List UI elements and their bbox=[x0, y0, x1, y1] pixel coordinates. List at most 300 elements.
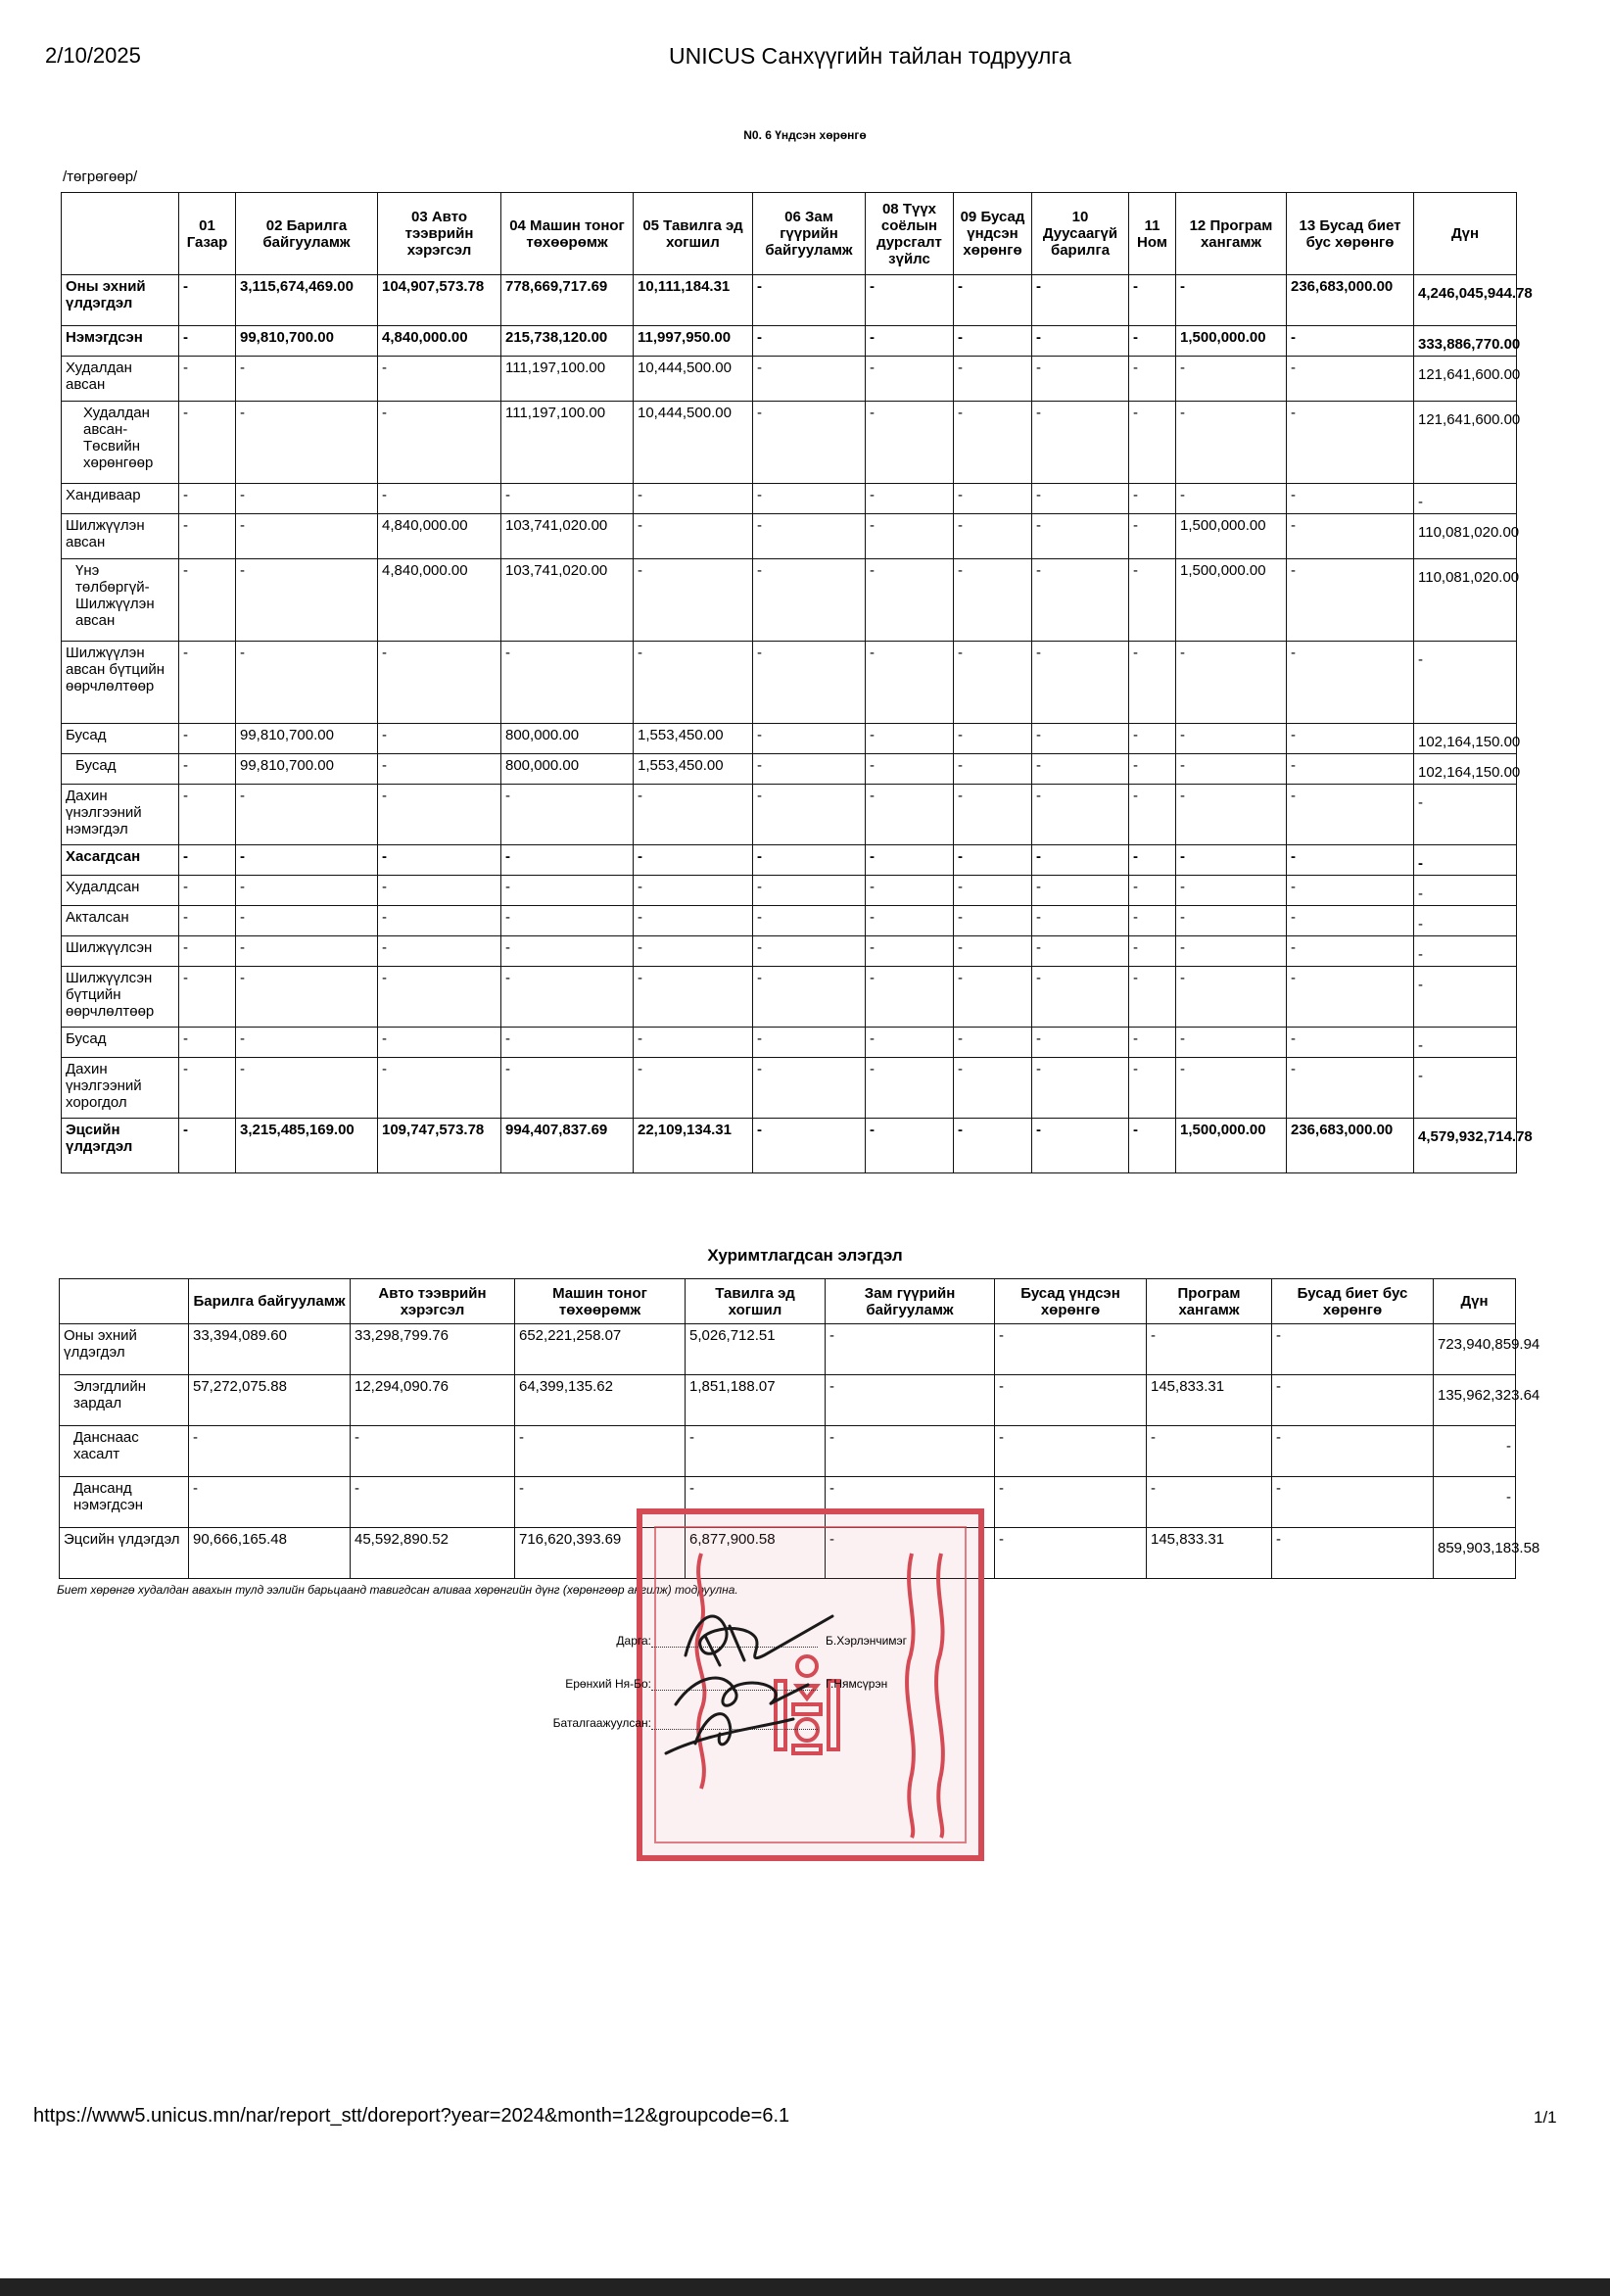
table-cell: - bbox=[1032, 724, 1129, 754]
row-label: Дахин үнэлгээний нэмэгдэл bbox=[62, 785, 179, 845]
table-cell: - bbox=[501, 1028, 634, 1058]
table-cell: - bbox=[1176, 724, 1287, 754]
table-cell: - bbox=[515, 1426, 686, 1477]
table-cell: - bbox=[826, 1477, 995, 1528]
table-cell: - bbox=[753, 357, 866, 402]
table-cell: 4,579,932,714.78 bbox=[1414, 1119, 1517, 1173]
report-date: 2/10/2025 bbox=[45, 43, 141, 68]
table-cell: - bbox=[866, 484, 954, 514]
table-cell: - bbox=[866, 876, 954, 906]
table-cell: - bbox=[686, 1426, 826, 1477]
table-cell: 778,669,717.69 bbox=[501, 275, 634, 326]
table-cell: - bbox=[189, 1426, 351, 1477]
table-cell: 135,962,323.64 bbox=[1434, 1375, 1516, 1426]
table-cell: - bbox=[954, 876, 1032, 906]
footer-url[interactable]: https://www5.unicus.mn/nar/report_stt/doreport?year=2024&month=12&groupcode=6.1 bbox=[33, 2105, 790, 2127]
table-cell: - bbox=[1032, 326, 1129, 357]
table-cell: - bbox=[351, 1426, 515, 1477]
table-cell: - bbox=[866, 275, 954, 326]
table-cell: - bbox=[179, 906, 236, 936]
row-label: Оны эхний үлдэгдэл bbox=[62, 275, 179, 326]
signature-role: Ерөнхий Ня-Бо: bbox=[565, 1677, 651, 1691]
row-label: Бусад bbox=[62, 754, 179, 785]
row-label: Хандиваар bbox=[62, 484, 179, 514]
table-cell: - bbox=[1129, 514, 1176, 559]
table-cell: 1,553,450.00 bbox=[634, 724, 753, 754]
table-cell: - bbox=[753, 514, 866, 559]
table-cell: - bbox=[179, 326, 236, 357]
table-cell: 33,298,799.76 bbox=[351, 1324, 515, 1375]
column-header: 11 Ном bbox=[1129, 193, 1176, 275]
table-cell: - bbox=[378, 876, 501, 906]
table-cell: - bbox=[378, 785, 501, 845]
table-cell: 994,407,837.69 bbox=[501, 1119, 634, 1173]
column-header: Бусад биет бус хөрөнгө bbox=[1272, 1279, 1434, 1324]
table-cell: - bbox=[954, 514, 1032, 559]
table-cell: - bbox=[378, 1058, 501, 1119]
fixed-assets-table bbox=[61, 192, 1533, 1173]
table-cell: - bbox=[1129, 967, 1176, 1028]
table-cell: 145,833.31 bbox=[1147, 1528, 1272, 1579]
table-cell: - bbox=[826, 1528, 995, 1579]
signature-role: Баталгаажуулсан: bbox=[552, 1716, 651, 1730]
table-cell: - bbox=[1129, 845, 1176, 876]
table-cell: - bbox=[753, 906, 866, 936]
table-cell: - bbox=[1147, 1426, 1272, 1477]
table-cell: 4,840,000.00 bbox=[378, 326, 501, 357]
table-cell: 90,666,165.48 bbox=[189, 1528, 351, 1579]
table-cell: - bbox=[179, 357, 236, 402]
table-cell: - bbox=[753, 559, 866, 642]
table-cell: 121,641,600.00 bbox=[1414, 402, 1517, 484]
table-cell: 121,641,600.00 bbox=[1414, 357, 1517, 402]
table-cell: - bbox=[1287, 724, 1414, 754]
table-cell: - bbox=[179, 785, 236, 845]
table-cell: - bbox=[236, 967, 378, 1028]
table-cell: - bbox=[1032, 754, 1129, 785]
table-cell: - bbox=[866, 785, 954, 845]
table-cell: - bbox=[866, 724, 954, 754]
column-header: Бусад үндсэн хөрөнгө bbox=[995, 1279, 1147, 1324]
table-cell: - bbox=[1129, 754, 1176, 785]
table-cell: - bbox=[1032, 275, 1129, 326]
table-cell: - bbox=[1176, 906, 1287, 936]
table-row bbox=[60, 1426, 1516, 1477]
table-cell: - bbox=[634, 559, 753, 642]
table-cell: - bbox=[954, 724, 1032, 754]
table-cell: 215,738,120.00 bbox=[501, 326, 634, 357]
table-cell: - bbox=[866, 514, 954, 559]
table-cell: - bbox=[236, 876, 378, 906]
table-cell: - bbox=[501, 1058, 634, 1119]
column-header: 01 Газар bbox=[179, 193, 236, 275]
table-cell: - bbox=[866, 326, 954, 357]
table-cell: - bbox=[1414, 967, 1517, 1028]
column-header: 08 Түүх соёлын дурсгалт зүйлс bbox=[866, 193, 954, 275]
table-cell: - bbox=[866, 845, 954, 876]
table-cell: 800,000.00 bbox=[501, 754, 634, 785]
table-cell: - bbox=[634, 845, 753, 876]
table-cell: - bbox=[1272, 1324, 1434, 1375]
table-cell: - bbox=[1414, 484, 1517, 514]
table-cell: 10,444,500.00 bbox=[634, 402, 753, 484]
table-cell: - bbox=[753, 642, 866, 724]
table-cell: - bbox=[378, 642, 501, 724]
table-cell: - bbox=[1287, 936, 1414, 967]
table-cell: 333,886,770.00 bbox=[1414, 326, 1517, 357]
table-cell: - bbox=[1287, 754, 1414, 785]
table-row bbox=[62, 275, 1517, 326]
table-cell: - bbox=[954, 357, 1032, 402]
row-label: Хасагдсан bbox=[62, 845, 179, 876]
table-cell: - bbox=[378, 484, 501, 514]
table-cell: - bbox=[1129, 484, 1176, 514]
table-cell: - bbox=[179, 724, 236, 754]
table-cell: 236,683,000.00 bbox=[1287, 275, 1414, 326]
table-row bbox=[60, 1324, 1516, 1375]
table-cell: - bbox=[1176, 754, 1287, 785]
table-cell: - bbox=[1287, 326, 1414, 357]
table-cell: - bbox=[1032, 906, 1129, 936]
table-cell: 1,851,188.07 bbox=[686, 1375, 826, 1426]
table-cell: - bbox=[1032, 514, 1129, 559]
table-cell: - bbox=[501, 906, 634, 936]
table-cell: - bbox=[954, 754, 1032, 785]
table-cell: - bbox=[179, 402, 236, 484]
table-cell: - bbox=[236, 785, 378, 845]
table-cell: - bbox=[179, 514, 236, 559]
table-cell: - bbox=[753, 402, 866, 484]
column-header: Барилга байгууламж bbox=[189, 1279, 351, 1324]
table-cell: - bbox=[179, 1028, 236, 1058]
table-cell: - bbox=[1129, 1028, 1176, 1058]
table-cell: - bbox=[954, 484, 1032, 514]
signature-name: Б.Хэрлэнчимэг bbox=[826, 1634, 908, 1648]
table-row bbox=[62, 845, 1517, 876]
table-cell: - bbox=[753, 1119, 866, 1173]
table-cell: 111,197,100.00 bbox=[501, 357, 634, 402]
row-label: Бусад bbox=[62, 1028, 179, 1058]
table-cell: - bbox=[954, 967, 1032, 1028]
table-cell: - bbox=[634, 967, 753, 1028]
table-cell: - bbox=[501, 845, 634, 876]
table-cell: 4,840,000.00 bbox=[378, 514, 501, 559]
table-cell: - bbox=[866, 1119, 954, 1173]
row-label: Эцсийн үлдэгдэл bbox=[62, 1119, 179, 1173]
table-cell: - bbox=[1032, 1028, 1129, 1058]
table-cell: - bbox=[501, 642, 634, 724]
table-cell: - bbox=[1129, 785, 1176, 845]
table-cell: - bbox=[1414, 1028, 1517, 1058]
table-cell: - bbox=[179, 1058, 236, 1119]
table-cell: - bbox=[1129, 1058, 1176, 1119]
table-cell: 102,164,150.00 bbox=[1414, 724, 1517, 754]
table-row bbox=[62, 402, 1517, 484]
signature-role: Дарга: bbox=[616, 1634, 651, 1648]
table-row bbox=[62, 906, 1517, 936]
column-header: Машин тоног төхөөрөмж bbox=[515, 1279, 686, 1324]
column-header: 12 Програм хангамж bbox=[1176, 193, 1287, 275]
table-cell: 111,197,100.00 bbox=[501, 402, 634, 484]
table-cell: 109,747,573.78 bbox=[378, 1119, 501, 1173]
column-header: 04 Машин тоног төхөөрөмж bbox=[501, 193, 634, 275]
table-cell: - bbox=[1287, 876, 1414, 906]
page-number: 1/1 bbox=[1534, 2108, 1557, 2127]
table-cell: - bbox=[1414, 642, 1517, 724]
table-cell: - bbox=[1287, 1028, 1414, 1058]
table-cell: - bbox=[1287, 484, 1414, 514]
table-cell: - bbox=[1287, 906, 1414, 936]
table-cell: - bbox=[995, 1477, 1147, 1528]
table-cell: - bbox=[1176, 402, 1287, 484]
table-row bbox=[62, 642, 1517, 724]
table-cell: - bbox=[634, 1058, 753, 1119]
table-cell: - bbox=[866, 967, 954, 1028]
table-cell: 1,500,000.00 bbox=[1176, 514, 1287, 559]
table-cell: - bbox=[1287, 967, 1414, 1028]
table-cell: - bbox=[866, 357, 954, 402]
table-row bbox=[62, 1119, 1517, 1173]
table-cell: - bbox=[954, 275, 1032, 326]
table-cell: - bbox=[1032, 642, 1129, 724]
table-cell: - bbox=[753, 967, 866, 1028]
row-label: Үнэ төлбөргүй-Шилжүүлэн авсан bbox=[62, 559, 179, 642]
table-cell: 3,215,485,169.00 bbox=[236, 1119, 378, 1173]
table-cell: - bbox=[826, 1324, 995, 1375]
table-cell: - bbox=[995, 1426, 1147, 1477]
table-cell: - bbox=[236, 1028, 378, 1058]
table-cell: - bbox=[954, 785, 1032, 845]
table-cell: - bbox=[1032, 484, 1129, 514]
table-cell: - bbox=[1032, 1058, 1129, 1119]
accumulated-depreciation-title: Хуримтлагдсан элэгдэл bbox=[707, 1246, 903, 1265]
table-cell: - bbox=[179, 484, 236, 514]
table-cell: - bbox=[515, 1477, 686, 1528]
table-cell: - bbox=[954, 845, 1032, 876]
table-cell: - bbox=[1176, 642, 1287, 724]
table-cell: - bbox=[1129, 357, 1176, 402]
table-cell: - bbox=[1176, 1028, 1287, 1058]
table-cell: - bbox=[753, 1028, 866, 1058]
row-label: Акталсан bbox=[62, 906, 179, 936]
table-cell: 64,399,135.62 bbox=[515, 1375, 686, 1426]
table-cell: - bbox=[1176, 484, 1287, 514]
table-cell: - bbox=[634, 514, 753, 559]
column-header: 03 Авто тээврийн хэрэгсэл bbox=[378, 193, 501, 275]
table-cell: 716,620,393.69 bbox=[515, 1528, 686, 1579]
table-cell: 110,081,020.00 bbox=[1414, 559, 1517, 642]
table-cell: - bbox=[378, 754, 501, 785]
table-cell: - bbox=[189, 1477, 351, 1528]
table-cell: - bbox=[1129, 642, 1176, 724]
row-label: Элэгдлийн зардал bbox=[60, 1375, 189, 1426]
table-cell: - bbox=[1176, 876, 1287, 906]
table-cell: - bbox=[179, 642, 236, 724]
table-row bbox=[62, 785, 1517, 845]
table-cell: - bbox=[179, 845, 236, 876]
handwritten-signature-icon bbox=[646, 1597, 872, 1763]
table-cell: - bbox=[753, 1058, 866, 1119]
table-cell: - bbox=[179, 876, 236, 906]
table-cell: - bbox=[634, 642, 753, 724]
table-cell: - bbox=[179, 275, 236, 326]
table-cell: - bbox=[378, 845, 501, 876]
table-cell: - bbox=[1414, 936, 1517, 967]
table-cell: - bbox=[236, 936, 378, 967]
table-cell: - bbox=[995, 1528, 1147, 1579]
row-label: Дансанд нэмэгдсэн bbox=[60, 1477, 189, 1528]
table-cell: - bbox=[236, 845, 378, 876]
table-cell: 103,741,020.00 bbox=[501, 514, 634, 559]
table-cell: - bbox=[954, 936, 1032, 967]
table-cell: - bbox=[753, 275, 866, 326]
table-cell: - bbox=[236, 642, 378, 724]
table-cell: - bbox=[351, 1477, 515, 1528]
row-label: Эцсийн үлдэгдэл bbox=[60, 1528, 189, 1579]
table-cell: 45,592,890.52 bbox=[351, 1528, 515, 1579]
table-cell: - bbox=[378, 402, 501, 484]
table-cell: - bbox=[1129, 559, 1176, 642]
table-cell: - bbox=[1129, 275, 1176, 326]
table-cell: - bbox=[866, 754, 954, 785]
table-cell: - bbox=[954, 1028, 1032, 1058]
table-cell: - bbox=[954, 402, 1032, 484]
table-cell: - bbox=[1176, 275, 1287, 326]
table-cell: - bbox=[1032, 1119, 1129, 1173]
table-cell: - bbox=[1272, 1528, 1434, 1579]
column-header: 10 Дуусаагүй барилга bbox=[1032, 193, 1129, 275]
table-cell: - bbox=[179, 967, 236, 1028]
table-cell: - bbox=[1032, 357, 1129, 402]
table-cell: 652,221,258.07 bbox=[515, 1324, 686, 1375]
table-cell: - bbox=[179, 1119, 236, 1173]
table-cell: - bbox=[1176, 967, 1287, 1028]
table-cell: - bbox=[753, 936, 866, 967]
column-header: 02 Барилга байгууламж bbox=[236, 193, 378, 275]
table-cell: 3,115,674,469.00 bbox=[236, 275, 378, 326]
table-cell: - bbox=[1147, 1477, 1272, 1528]
table-cell: - bbox=[1032, 936, 1129, 967]
table-cell: - bbox=[1414, 785, 1517, 845]
table-cell: - bbox=[378, 967, 501, 1028]
table-row bbox=[62, 514, 1517, 559]
column-header: Авто тээврийн хэрэгсэл bbox=[351, 1279, 515, 1324]
table-cell: - bbox=[1129, 876, 1176, 906]
table-cell: - bbox=[236, 484, 378, 514]
footnote: Биет хөрөнгө худалдан авахын тулд ээлийн барьцаанд тавигдсан аливаа хөрөнгийн дүнг (хөрөнгөөр ангилж) тодруулна. bbox=[57, 1583, 738, 1597]
table-cell: 4,246,045,944.78 bbox=[1414, 275, 1517, 326]
column-header: 13 Бусад биет бус хөрөнгө bbox=[1287, 193, 1414, 275]
table-cell: 12,294,090.76 bbox=[351, 1375, 515, 1426]
table-cell: - bbox=[634, 876, 753, 906]
table-cell: - bbox=[826, 1375, 995, 1426]
table-cell: - bbox=[179, 936, 236, 967]
column-header: 06 Зам гүүрийн байгууламж bbox=[753, 193, 866, 275]
row-label: Худалдсан bbox=[62, 876, 179, 906]
table-cell: - bbox=[1032, 402, 1129, 484]
table-cell: - bbox=[1287, 845, 1414, 876]
table-cell: - bbox=[1129, 936, 1176, 967]
unit-label: /төгрөгөөр/ bbox=[63, 168, 138, 185]
column-header: Тавилга эд хогшил bbox=[686, 1279, 826, 1324]
table-cell: - bbox=[753, 754, 866, 785]
table-cell: 5,026,712.51 bbox=[686, 1324, 826, 1375]
table-cell: - bbox=[866, 1058, 954, 1119]
table-cell: - bbox=[1272, 1477, 1434, 1528]
table-cell: - bbox=[378, 906, 501, 936]
table-cell: 57,272,075.88 bbox=[189, 1375, 351, 1426]
table-cell: - bbox=[1032, 785, 1129, 845]
table-cell: - bbox=[954, 326, 1032, 357]
table-cell: - bbox=[1129, 1119, 1176, 1173]
table-cell: - bbox=[1287, 785, 1414, 845]
table-cell: - bbox=[995, 1324, 1147, 1375]
table-cell: - bbox=[753, 785, 866, 845]
table-cell: - bbox=[1129, 724, 1176, 754]
table-cell: - bbox=[1287, 514, 1414, 559]
table-cell: - bbox=[954, 906, 1032, 936]
table-cell: 1,500,000.00 bbox=[1176, 559, 1287, 642]
table-cell: - bbox=[1176, 785, 1287, 845]
header-blank bbox=[60, 1279, 189, 1324]
row-label: Дахин үнэлгээний хорогдол bbox=[62, 1058, 179, 1119]
table-row bbox=[62, 357, 1517, 402]
row-label: Шилжүүлсэн бүтцийн өөрчлөлтөөр bbox=[62, 967, 179, 1028]
section-title: N0. 6 Үндсэн хөрөнгө bbox=[743, 128, 867, 142]
column-header: Програм хангамж bbox=[1147, 1279, 1272, 1324]
table-cell: - bbox=[1176, 1058, 1287, 1119]
table-cell: - bbox=[1272, 1426, 1434, 1477]
report-title: UNICUS Санхүүгийн тайлан тодруулга bbox=[669, 43, 1071, 69]
table-cell: - bbox=[753, 326, 866, 357]
table-cell: - bbox=[686, 1477, 826, 1528]
table-cell: - bbox=[634, 936, 753, 967]
table-cell: - bbox=[866, 559, 954, 642]
table-cell: 236,683,000.00 bbox=[1287, 1119, 1414, 1173]
table-cell: - bbox=[1287, 642, 1414, 724]
row-label: Шилжүүлсэн bbox=[62, 936, 179, 967]
table-cell: 723,940,859.94 bbox=[1434, 1324, 1516, 1375]
table-cell: 103,741,020.00 bbox=[501, 559, 634, 642]
table-cell: - bbox=[1414, 1058, 1517, 1119]
table-cell: 99,810,700.00 bbox=[236, 724, 378, 754]
table-cell: - bbox=[1272, 1375, 1434, 1426]
table-cell: - bbox=[501, 967, 634, 1028]
table-cell: - bbox=[753, 724, 866, 754]
table-cell: - bbox=[1129, 326, 1176, 357]
table-cell: - bbox=[236, 1058, 378, 1119]
row-label: Бусад bbox=[62, 724, 179, 754]
table-cell: 1,500,000.00 bbox=[1176, 326, 1287, 357]
row-label: Шилжүүлэн авсан bbox=[62, 514, 179, 559]
table-cell: - bbox=[1176, 357, 1287, 402]
table-cell: - bbox=[1032, 845, 1129, 876]
table-row bbox=[62, 1058, 1517, 1119]
row-label: Нэмэгдсэн bbox=[62, 326, 179, 357]
column-header: 09 Бусад үндсэн хөрөнгө bbox=[954, 193, 1032, 275]
table-cell: - bbox=[753, 484, 866, 514]
table-cell: - bbox=[1129, 906, 1176, 936]
table-cell: - bbox=[866, 936, 954, 967]
table-cell: - bbox=[236, 906, 378, 936]
table-cell: - bbox=[1176, 936, 1287, 967]
table-cell: - bbox=[634, 484, 753, 514]
table-cell: - bbox=[378, 357, 501, 402]
table-cell: 104,907,573.78 bbox=[378, 275, 501, 326]
table-cell: 1,500,000.00 bbox=[1176, 1119, 1287, 1173]
table-cell: - bbox=[1032, 967, 1129, 1028]
table-cell: - bbox=[866, 402, 954, 484]
